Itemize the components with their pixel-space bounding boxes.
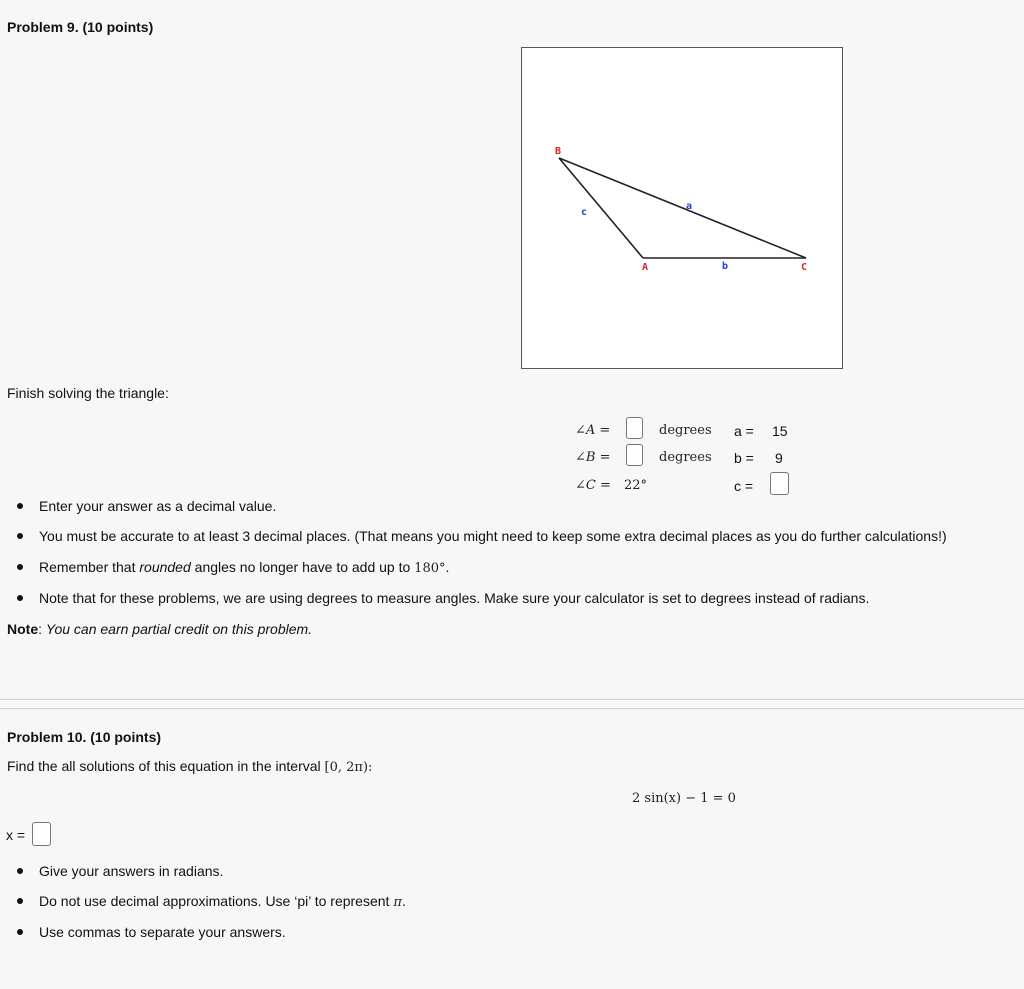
bullet-dot [17,533,23,539]
angle-C-value: 22° [624,478,648,493]
triangle-diagram [522,48,842,368]
angle-A-unit: degrees [659,423,712,438]
bullet-dot [17,595,23,601]
bullet-rounded-after: angles no longer have to add up to [190,559,415,575]
bullet-radians: Give your answers in radians. [39,863,224,879]
answer-x-label: x = [6,827,26,843]
triangle-figure [521,47,843,369]
side-a-value: 15 [772,423,788,439]
side-a-line [559,158,806,258]
vertex-C-label: C [801,262,808,273]
partial-credit-note: Note: You can earn partial credit on this problem. [7,621,313,637]
bullet-dot [17,929,23,935]
answer-x-input[interactable] [32,822,51,846]
bullet-accuracy: You must be accurate to at least 3 decimal places. (That means you might need to keep some extra decimal places as you do further calculations!) [39,528,947,544]
vertex-B-label: B [555,146,562,157]
problem-10-equation: 2 sin(x) − 1 = 0 [632,791,736,806]
bullet-dot [17,898,23,904]
bullet-degrees: Note that for these problems, we are using degrees to measure angles. Make sure your calculator is set to degrees instead of radians. [39,590,870,606]
bullet-dot [17,564,23,570]
problem-10-prompt-text: Find the all solutions of this equation in the interval [7,758,321,774]
bullet-rounded-before: Remember that [39,559,140,575]
angle-B-label: ∠B = [575,450,611,465]
angle-C-label: ∠C = [575,478,611,493]
angle-A-input[interactable] [626,417,643,439]
vertex-A-label: A [642,262,649,273]
bullet-rounded-emphasis: rounded [139,559,191,575]
angle-B-unit: degrees [659,450,712,465]
bullet-pi-text: Do not use decimal approximations. Use ‘pi’ to represent [39,893,390,909]
bullet-decimal: Enter your answer as a decimal value. [39,498,277,514]
bullet-rounded-end: . [445,559,450,575]
side-b-label: b [722,261,729,272]
problem-9-prompt: Finish solving the triangle: [7,385,169,401]
bullet-rounded-value: 180° [414,561,446,576]
bullet-rounded [39,559,449,576]
note-text: You can earn partial credit on this problem. [45,621,313,637]
side-c-label-text: c = [734,478,754,494]
angle-B-input[interactable] [626,444,643,466]
bullet-commas: Use commas to separate your answers. [39,924,286,940]
side-c-input[interactable] [770,472,789,495]
problem-10-title: Problem 10. (10 points) [7,729,162,745]
side-a-label: a [686,201,693,212]
problem-9-title: Problem 9. (10 points) [7,19,154,35]
problem-10-prompt [7,758,372,775]
side-b-value: 9 [775,450,783,466]
note-label: Note [7,621,39,637]
problem-10-interval: [0, 2π): [324,760,373,775]
side-a-label-text: a = [734,423,754,439]
bullet-pi [39,893,406,910]
side-c-line [559,158,643,258]
bullet-dot [17,868,23,874]
side-b-label-text: b = [734,450,754,466]
bullet-pi-symbol: π. [393,895,407,910]
problem-divider [0,708,1024,709]
side-c-label: c [581,207,588,218]
problem-divider [0,699,1024,700]
angle-A-label: ∠A = [575,423,611,438]
bullet-dot [17,503,23,509]
